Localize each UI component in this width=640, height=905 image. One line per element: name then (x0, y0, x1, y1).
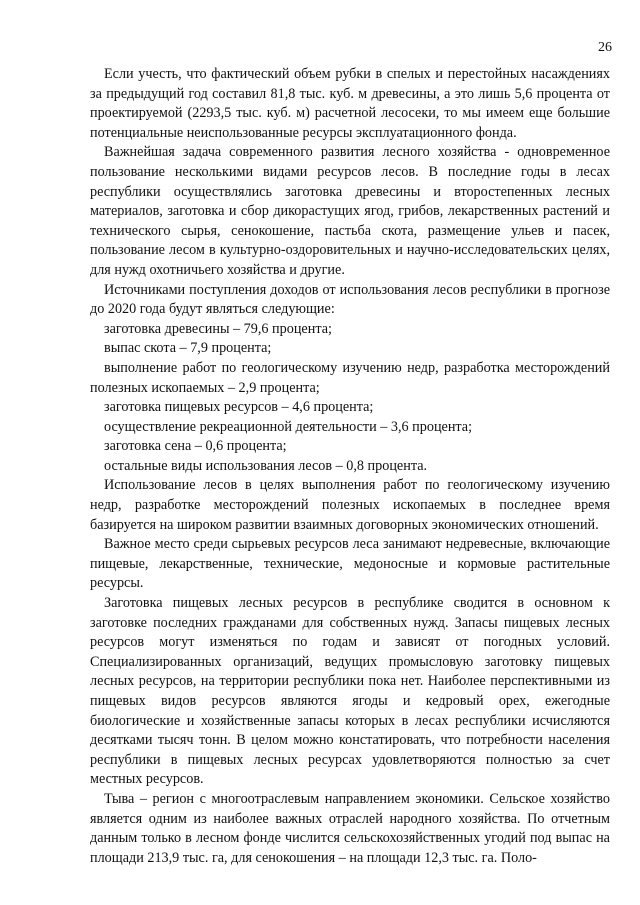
paragraph-multiple-use: Важнейшая задача современного развития лесного хозяйства - одновременное пользование несколькими видами ресурсов лесов. В последние годы в лесах республики осуществлялись заготовка древесины и второстепенных лесных материалов, заготовка и сбор дикорастущих ягод, грибов, лекарственных растений и технического сырья, сенокошение, пастьба скота, размещение ульев и пасек, пользование лесом в культурно-оздоровительных и научно-исследовательских целях, для нужд охотничьего хозяйства и другие. (90, 144, 610, 278)
paragraph-food-resources: Заготовка пищевых лесных ресурсов в республике сводится в основном к заготовке последних гражданами для собственных нужд. Запасы пищевых лесных ресурсов могут изменяться по годам и зависят от погодных условий. Специализированных организаций, ведущих промысловую заготовку пищевых лесных ресурсов, на территории республики пока нет. Наиболее перспективными из пищевых видов ресурсов являются ягоды и кедровый орех, ежегодные биологические и хозяйственные запасы которых в лесах республики исчисляются десятками тысяч тонн. В целом можно констатировать, что потребности населения республики в пищевых лесных ресурсах удовлетворяются полностью за счет местных ресурсов. (90, 595, 610, 788)
list-item: заготовка сена – 0,6 процента; (104, 438, 287, 455)
list-item: осуществление рекреационной деятельности – 3,6 процента; (104, 418, 473, 435)
paragraph-tyva-economy: Тыва – регион с многоотраслевым направлением экономики. Сельское хозяйство является одним из наиболее важных отраслей народного хозяйства. По отчетным данным только в лесном фонде числится сельскохозяйственных угодий под выпас на площади 213,9 тыс. га, для сенокошения – на площади 12,3 тыс. га. Поло- (90, 790, 610, 866)
list-item: выполнение работ по геологическому изучению недр, разработка месторождений полезных ископаемых – 2,9 процента; (90, 359, 610, 396)
page-number: 26 (598, 40, 612, 55)
list-item: заготовка древесины – 79,6 процента; (104, 320, 332, 337)
list-item: выпас скота – 7,9 процента; (104, 340, 272, 357)
paragraph-geology-use: Использование лесов в целях выполнения работ по геологическому изучению недр, разработке месторождений полезных ископаемых в последнее время базируется на широком развитии взаимных договорных экономических отношений. (90, 477, 610, 533)
paragraph-harvest-volume: Если учесть, что фактический объем рубки в спелых и перестойных насаждениях за предыдущий год составил 81,8 тыс. куб. м древесины, а это лишь 5,6 процента от проектируемой (2293,5 тыс. куб. м) расчетной лесосеки, то мы имеем еще большие потенциальные неиспользованные ресурсы эксплуатационного фонда. (90, 66, 610, 141)
list-item: заготовка пищевых ресурсов – 4,6 процента; (104, 399, 374, 416)
paragraph-non-timber: Важное место среди сырьевых ресурсов леса занимают недревесные, включающие пищевые, лекарственные, технические, медоносные и кормовые растительные ресурсы. (90, 536, 610, 592)
paragraph-revenue-intro: Источниками поступления доходов от использования лесов республики в прогнозе до 2020 года будут являться следующие: (90, 281, 610, 318)
list-item: остальные виды использования лесов – 0,8 процента. (104, 457, 428, 474)
revenue-sources-list (90, 320, 610, 477)
document-body (90, 65, 610, 868)
